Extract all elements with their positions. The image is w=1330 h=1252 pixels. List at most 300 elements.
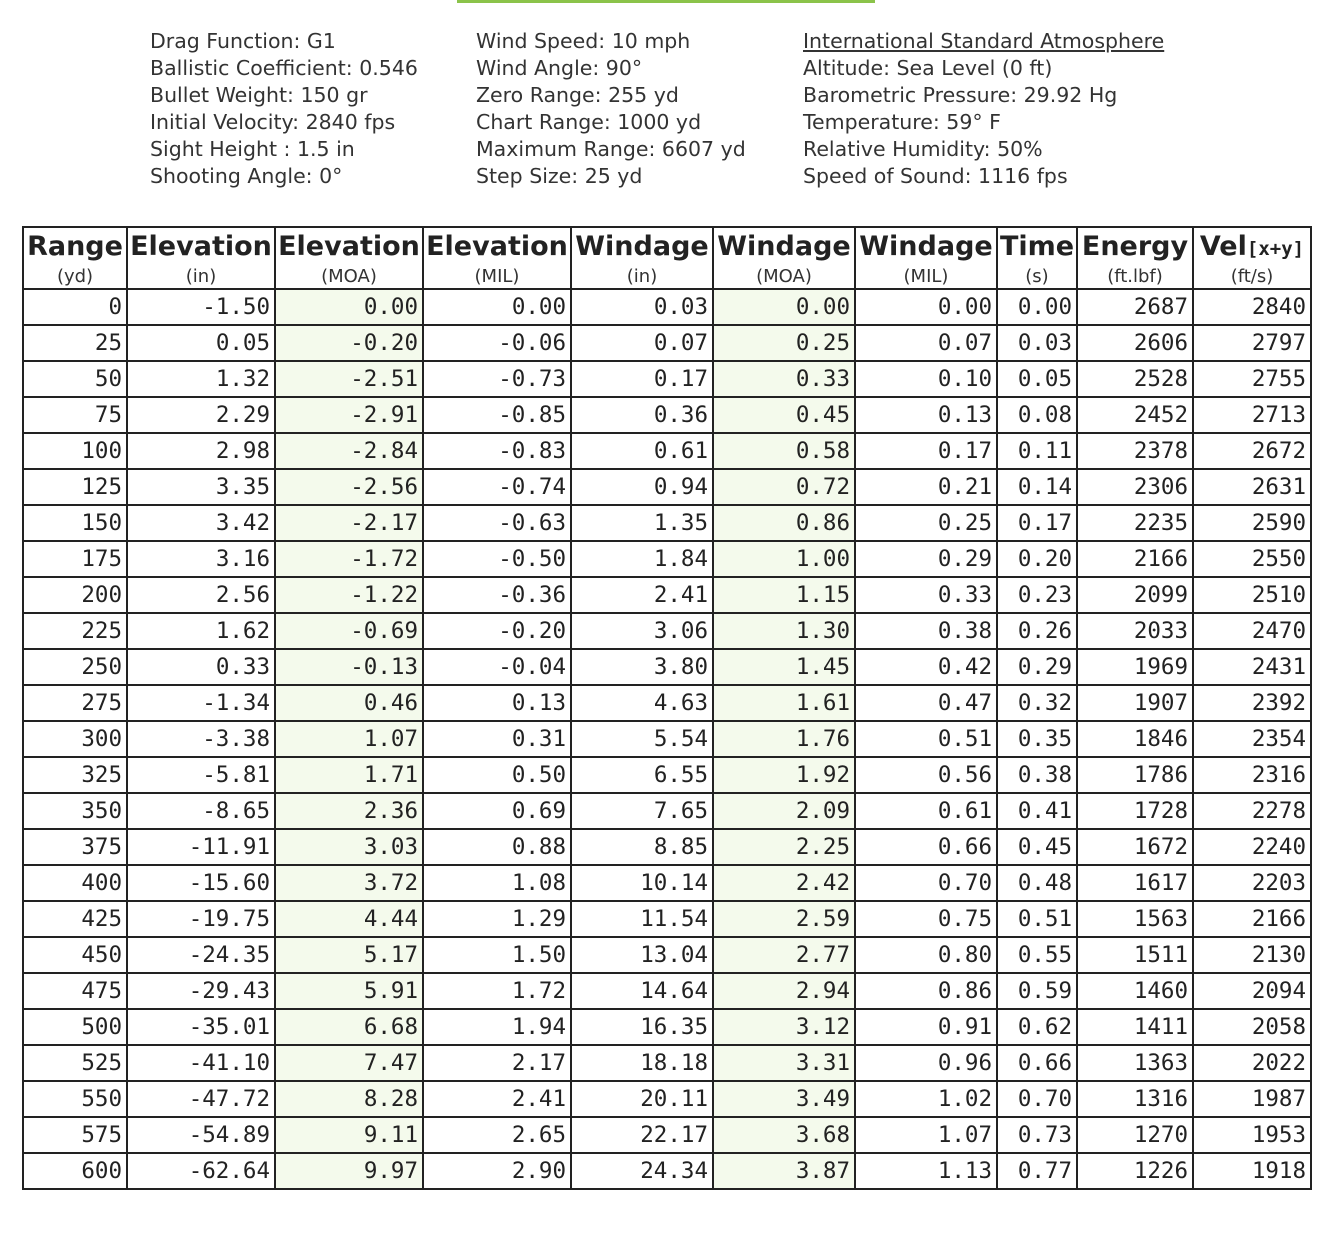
cell-velocity: 2840: [1193, 289, 1311, 325]
cell-elevation-moa: -1.22: [275, 577, 423, 613]
cell-elevation-mil: 1.08: [423, 865, 571, 901]
cell-elevation-mil: -0.74: [423, 469, 571, 505]
cell-time: 0.41: [997, 793, 1077, 829]
column-unit-windage-mil: (MIL): [855, 264, 997, 289]
cell-energy: 2687: [1077, 289, 1193, 325]
table-row: [23, 1153, 1311, 1189]
cell-elevation-moa: 7.47: [275, 1045, 423, 1081]
cell-windage-in: 13.04: [571, 937, 713, 973]
cell-windage-in: 3.06: [571, 613, 713, 649]
cell-velocity: 2166: [1193, 901, 1311, 937]
atmosphere-param-line: Relative Humidity: 50%: [803, 137, 1043, 161]
column-unit-elevation-mil: (MIL): [423, 264, 571, 289]
cell-range: 450: [23, 937, 127, 973]
column-header-label: Energy: [1081, 230, 1189, 262]
cell-elevation-in: 1.62: [127, 613, 275, 649]
cell-time: 0.59: [997, 973, 1077, 1009]
cell-energy: 1411: [1077, 1009, 1193, 1045]
cell-time: 0.29: [997, 649, 1077, 685]
cell-range: 125: [23, 469, 127, 505]
cell-time: 0.17: [997, 505, 1077, 541]
cell-time: 0.11: [997, 433, 1077, 469]
cell-elevation-in: -35.01: [127, 1009, 275, 1045]
cell-elevation-in: 0.33: [127, 649, 275, 685]
cell-velocity: 1953: [1193, 1117, 1311, 1153]
cell-elevation-in: -54.89: [127, 1117, 275, 1153]
cell-range: 225: [23, 613, 127, 649]
cell-elevation-moa: -2.91: [275, 397, 423, 433]
cell-energy: 2528: [1077, 361, 1193, 397]
atmosphere-link[interactable]: International Standard Atmosphere: [803, 29, 1165, 53]
cell-elevation-moa: 9.11: [275, 1117, 423, 1153]
cell-windage-in: 5.54: [571, 721, 713, 757]
cell-energy: 1460: [1077, 973, 1193, 1009]
cell-elevation-mil: -0.83: [423, 433, 571, 469]
cell-windage-mil: 0.47: [855, 685, 997, 721]
cell-range: 425: [23, 901, 127, 937]
cell-windage-moa: 1.15: [713, 577, 855, 613]
cell-range: 200: [23, 577, 127, 613]
cell-windage-moa: 1.61: [713, 685, 855, 721]
cell-time: 0.45: [997, 829, 1077, 865]
cell-elevation-mil: 1.72: [423, 973, 571, 1009]
cell-windage-in: 0.17: [571, 361, 713, 397]
cell-windage-in: 0.36: [571, 397, 713, 433]
cell-energy: 1617: [1077, 865, 1193, 901]
range-param-line: Wind Angle: 90°: [476, 56, 643, 80]
column-header-velocity: [1193, 227, 1311, 264]
column-unit-windage-in: (in): [571, 264, 713, 289]
cell-windage-mil: 1.02: [855, 1081, 997, 1117]
cell-time: 0.66: [997, 1045, 1077, 1081]
cell-velocity: 1987: [1193, 1081, 1311, 1117]
ballistic-parameters: [0, 28, 1330, 198]
cell-elevation-mil: -0.85: [423, 397, 571, 433]
cell-elevation-moa: -0.13: [275, 649, 423, 685]
table-row: [23, 361, 1311, 397]
cell-windage-in: 20.11: [571, 1081, 713, 1117]
cell-elevation-mil: 1.94: [423, 1009, 571, 1045]
cell-time: 0.32: [997, 685, 1077, 721]
cell-windage-in: 7.65: [571, 793, 713, 829]
cell-energy: 2166: [1077, 541, 1193, 577]
atmosphere-param-line: Barometric Pressure: 29.92 Hg: [803, 83, 1118, 107]
table-row: [23, 1045, 1311, 1081]
cell-velocity: 2130: [1193, 937, 1311, 973]
cell-elevation-moa: 6.68: [275, 1009, 423, 1045]
bullet-param-line: Sight Height : 1.5 in: [150, 137, 355, 161]
cell-energy: 1363: [1077, 1045, 1193, 1081]
cell-windage-mil: 0.56: [855, 757, 997, 793]
cell-windage-in: 1.35: [571, 505, 713, 541]
bullet-parameters: [150, 28, 418, 190]
column-header-label: Elevation: [130, 230, 272, 262]
column-unit-elevation-in: (in): [127, 264, 275, 289]
cell-windage-moa: 1.45: [713, 649, 855, 685]
cell-elevation-mil: 0.69: [423, 793, 571, 829]
column-header-label: Windage: [859, 230, 993, 262]
cell-velocity: 2672: [1193, 433, 1311, 469]
cell-elevation-moa: 1.07: [275, 721, 423, 757]
cell-elevation-in: 3.35: [127, 469, 275, 505]
cell-time: 0.73: [997, 1117, 1077, 1153]
table-row: [23, 289, 1311, 325]
cell-elevation-mil: 2.65: [423, 1117, 571, 1153]
cell-windage-mil: 0.25: [855, 505, 997, 541]
column-header-label: Windage: [717, 230, 851, 262]
cell-elevation-mil: -0.04: [423, 649, 571, 685]
cell-range: 150: [23, 505, 127, 541]
cell-elevation-moa: -2.84: [275, 433, 423, 469]
cell-windage-moa: 0.33: [713, 361, 855, 397]
cell-windage-moa: 0.45: [713, 397, 855, 433]
cell-elevation-mil: -0.06: [423, 325, 571, 361]
cell-velocity: 2354: [1193, 721, 1311, 757]
column-header-energy: [1077, 227, 1193, 264]
cell-windage-in: 11.54: [571, 901, 713, 937]
cell-energy: 2033: [1077, 613, 1193, 649]
column-unit-energy: (ft.lbf): [1077, 264, 1193, 289]
table-row: [23, 793, 1311, 829]
cell-windage-mil: 0.10: [855, 361, 997, 397]
cell-energy: 1316: [1077, 1081, 1193, 1117]
column-header-elevation-mil: [423, 227, 571, 264]
ballistic-chart-table: [22, 226, 1312, 1190]
cell-windage-in: 22.17: [571, 1117, 713, 1153]
cell-windage-in: 10.14: [571, 865, 713, 901]
cell-velocity: 2510: [1193, 577, 1311, 613]
cell-elevation-moa: 4.44: [275, 901, 423, 937]
cell-range: 325: [23, 757, 127, 793]
cell-windage-mil: 0.29: [855, 541, 997, 577]
cell-elevation-in: -19.75: [127, 901, 275, 937]
cell-windage-moa: 3.31: [713, 1045, 855, 1081]
cell-windage-moa: 1.30: [713, 613, 855, 649]
cell-windage-mil: 0.33: [855, 577, 997, 613]
cell-windage-mil: 1.07: [855, 1117, 997, 1153]
table-row: [23, 1081, 1311, 1117]
cell-time: 0.55: [997, 937, 1077, 973]
cell-elevation-mil: 1.50: [423, 937, 571, 973]
cell-range: 275: [23, 685, 127, 721]
cell-windage-moa: 2.25: [713, 829, 855, 865]
cell-windage-in: 0.03: [571, 289, 713, 325]
cell-elevation-moa: -2.56: [275, 469, 423, 505]
cell-elevation-moa: -1.72: [275, 541, 423, 577]
cell-windage-mil: 0.51: [855, 721, 997, 757]
column-header-label: Time: [999, 230, 1075, 262]
atmosphere-param-line: Altitude: Sea Level (0 ft): [803, 56, 1053, 80]
cell-windage-mil: 0.00: [855, 289, 997, 325]
cell-time: 0.26: [997, 613, 1077, 649]
cell-range: 300: [23, 721, 127, 757]
table-body: [23, 289, 1311, 1189]
cell-elevation-in: -3.38: [127, 721, 275, 757]
cell-elevation-in: 0.05: [127, 325, 275, 361]
cell-elevation-in: -15.60: [127, 865, 275, 901]
cell-elevation-in: 2.29: [127, 397, 275, 433]
cell-energy: 1728: [1077, 793, 1193, 829]
column-header-label: Windage: [575, 230, 709, 262]
cell-time: 0.38: [997, 757, 1077, 793]
cell-elevation-in: -1.34: [127, 685, 275, 721]
cell-time: 0.05: [997, 361, 1077, 397]
table-row: [23, 901, 1311, 937]
cell-energy: 1511: [1077, 937, 1193, 973]
column-unit-range: (yd): [23, 264, 127, 289]
cell-elevation-mil: -0.36: [423, 577, 571, 613]
cell-energy: 1786: [1077, 757, 1193, 793]
cell-windage-in: 0.61: [571, 433, 713, 469]
cell-time: 0.48: [997, 865, 1077, 901]
cell-velocity: 2278: [1193, 793, 1311, 829]
cell-windage-mil: 0.07: [855, 325, 997, 361]
range-wind-parameters: [476, 28, 746, 190]
cell-windage-mil: 1.13: [855, 1153, 997, 1189]
cell-windage-in: 14.64: [571, 973, 713, 1009]
cell-elevation-moa: 8.28: [275, 1081, 423, 1117]
cell-windage-in: 1.84: [571, 541, 713, 577]
cell-energy: 2099: [1077, 577, 1193, 613]
cell-time: 0.62: [997, 1009, 1077, 1045]
cell-elevation-mil: 0.88: [423, 829, 571, 865]
table-row: [23, 1009, 1311, 1045]
cell-range: 475: [23, 973, 127, 1009]
cell-elevation-moa: 1.71: [275, 757, 423, 793]
cell-velocity: 2797: [1193, 325, 1311, 361]
table-row: [23, 325, 1311, 361]
column-unit-velocity: (ft/s): [1193, 264, 1311, 289]
atmosphere-param-line: Temperature: 59° F: [803, 110, 1001, 134]
cell-range: 25: [23, 325, 127, 361]
cell-windage-mil: 0.21: [855, 469, 997, 505]
bullet-param-line: Bullet Weight: 150 gr: [150, 83, 368, 107]
cell-range: 550: [23, 1081, 127, 1117]
cell-elevation-in: -41.10: [127, 1045, 275, 1081]
cell-elevation-mil: 0.50: [423, 757, 571, 793]
cell-elevation-mil: 1.29: [423, 901, 571, 937]
cell-windage-mil: 0.13: [855, 397, 997, 433]
column-header-windage-mil: [855, 227, 997, 264]
cell-windage-moa: 1.00: [713, 541, 855, 577]
cell-elevation-in: 2.98: [127, 433, 275, 469]
table-row: [23, 649, 1311, 685]
cell-windage-moa: 0.25: [713, 325, 855, 361]
cell-elevation-in: 2.56: [127, 577, 275, 613]
bullet-param-line: Ballistic Coefficient: 0.546: [150, 56, 418, 80]
cell-range: 50: [23, 361, 127, 397]
cell-velocity: 2392: [1193, 685, 1311, 721]
cell-elevation-mil: -0.20: [423, 613, 571, 649]
cell-velocity: 1918: [1193, 1153, 1311, 1189]
cell-elevation-mil: -0.50: [423, 541, 571, 577]
cell-windage-in: 0.94: [571, 469, 713, 505]
cell-energy: 1563: [1077, 901, 1193, 937]
cell-energy: 1846: [1077, 721, 1193, 757]
cell-elevation-moa: 9.97: [275, 1153, 423, 1189]
cell-range: 400: [23, 865, 127, 901]
column-header-windage-moa: [713, 227, 855, 264]
cell-elevation-mil: 2.17: [423, 1045, 571, 1081]
cell-windage-in: 18.18: [571, 1045, 713, 1081]
cell-windage-mil: 0.80: [855, 937, 997, 973]
cell-elevation-moa: 5.17: [275, 937, 423, 973]
cell-windage-moa: 2.09: [713, 793, 855, 829]
cell-windage-moa: 2.42: [713, 865, 855, 901]
cell-velocity: 2755: [1193, 361, 1311, 397]
cell-energy: 1969: [1077, 649, 1193, 685]
column-unit-windage-moa: (MOA): [713, 264, 855, 289]
cell-range: 375: [23, 829, 127, 865]
cell-windage-moa: 0.86: [713, 505, 855, 541]
cell-windage-moa: 3.49: [713, 1081, 855, 1117]
cell-time: 0.00: [997, 289, 1077, 325]
table-row: [23, 937, 1311, 973]
units-row: [23, 264, 1311, 289]
cell-windage-mil: 0.91: [855, 1009, 997, 1045]
range-param-line: Chart Range: 1000 yd: [476, 110, 702, 134]
cell-windage-moa: 3.12: [713, 1009, 855, 1045]
table-row: [23, 721, 1311, 757]
column-header-label: Elevation: [426, 230, 568, 262]
column-header-time: [997, 227, 1077, 264]
cell-range: 75: [23, 397, 127, 433]
range-param-line: Maximum Range: 6607 yd: [476, 137, 746, 161]
cell-windage-in: 0.07: [571, 325, 713, 361]
cell-elevation-in: -62.64: [127, 1153, 275, 1189]
cell-elevation-in: -29.43: [127, 973, 275, 1009]
cell-time: 0.20: [997, 541, 1077, 577]
bullet-param-line: Drag Function: G1: [150, 29, 336, 53]
table-row: [23, 685, 1311, 721]
cell-elevation-in: -11.91: [127, 829, 275, 865]
cell-elevation-moa: -2.51: [275, 361, 423, 397]
bullet-param-line: Initial Velocity: 2840 fps: [150, 110, 396, 134]
cell-velocity: 2550: [1193, 541, 1311, 577]
cell-energy: 1270: [1077, 1117, 1193, 1153]
cell-windage-in: 8.85: [571, 829, 713, 865]
cell-elevation-moa: 5.91: [275, 973, 423, 1009]
column-header-windage-in: [571, 227, 713, 264]
cell-time: 0.03: [997, 325, 1077, 361]
bullet-param-line: Shooting Angle: 0°: [150, 164, 343, 188]
cell-windage-moa: 2.59: [713, 901, 855, 937]
column-unit-elevation-moa: (MOA): [275, 264, 423, 289]
cell-windage-in: 2.41: [571, 577, 713, 613]
cell-elevation-moa: -0.20: [275, 325, 423, 361]
cell-elevation-mil: 0.00: [423, 289, 571, 325]
cell-windage-moa: 2.77: [713, 937, 855, 973]
table-row: [23, 757, 1311, 793]
cell-elevation-moa: -2.17: [275, 505, 423, 541]
cell-windage-mil: 0.96: [855, 1045, 997, 1081]
cell-windage-mil: 0.17: [855, 433, 997, 469]
cell-windage-mil: 0.66: [855, 829, 997, 865]
cell-elevation-mil: -0.63: [423, 505, 571, 541]
cell-range: 350: [23, 793, 127, 829]
cell-energy: 2452: [1077, 397, 1193, 433]
cell-windage-mil: 0.42: [855, 649, 997, 685]
cell-elevation-in: 1.32: [127, 361, 275, 397]
cell-time: 0.23: [997, 577, 1077, 613]
cell-velocity: 2022: [1193, 1045, 1311, 1081]
cell-elevation-moa: -0.69: [275, 613, 423, 649]
cell-windage-mil: 0.61: [855, 793, 997, 829]
cell-velocity: 2470: [1193, 613, 1311, 649]
cell-energy: 1226: [1077, 1153, 1193, 1189]
cell-velocity: 2058: [1193, 1009, 1311, 1045]
header-row: [23, 227, 1311, 264]
cell-elevation-moa: 0.46: [275, 685, 423, 721]
cell-velocity: 2713: [1193, 397, 1311, 433]
column-header-elevation-in: [127, 227, 275, 264]
table-row: [23, 505, 1311, 541]
cell-velocity: 2094: [1193, 973, 1311, 1009]
cell-energy: 2235: [1077, 505, 1193, 541]
cell-time: 0.70: [997, 1081, 1077, 1117]
cell-windage-moa: 2.94: [713, 973, 855, 1009]
column-header-label: Range: [27, 230, 123, 262]
cell-elevation-in: -5.81: [127, 757, 275, 793]
cell-energy: 2306: [1077, 469, 1193, 505]
cell-velocity: 2316: [1193, 757, 1311, 793]
cell-windage-mil: 0.70: [855, 865, 997, 901]
top-accent-bar: [457, 0, 875, 3]
cell-range: 600: [23, 1153, 127, 1189]
cell-elevation-in: -8.65: [127, 793, 275, 829]
cell-energy: 1672: [1077, 829, 1193, 865]
cell-windage-moa: 3.87: [713, 1153, 855, 1189]
table-row: [23, 973, 1311, 1009]
velocity-subscript: [x+y]: [1246, 237, 1305, 260]
cell-range: 0: [23, 289, 127, 325]
cell-elevation-in: -24.35: [127, 937, 275, 973]
table-row: [23, 397, 1311, 433]
cell-elevation-moa: 3.03: [275, 829, 423, 865]
atmosphere-parameters: [803, 28, 1164, 190]
cell-windage-moa: 0.72: [713, 469, 855, 505]
cell-windage-mil: 0.75: [855, 901, 997, 937]
cell-elevation-moa: 2.36: [275, 793, 423, 829]
cell-time: 0.08: [997, 397, 1077, 433]
cell-elevation-mil: -0.73: [423, 361, 571, 397]
cell-windage-mil: 0.38: [855, 613, 997, 649]
cell-windage-in: 4.63: [571, 685, 713, 721]
atmosphere-param-line: Speed of Sound: 1116 fps: [803, 164, 1068, 188]
cell-range: 500: [23, 1009, 127, 1045]
cell-windage-moa: 0.58: [713, 433, 855, 469]
cell-time: 0.77: [997, 1153, 1077, 1189]
cell-range: 175: [23, 541, 127, 577]
column-header-label: Vel: [1199, 230, 1247, 262]
range-param-line: Wind Speed: 10 mph: [476, 29, 691, 53]
cell-time: 0.51: [997, 901, 1077, 937]
cell-windage-moa: 1.76: [713, 721, 855, 757]
cell-elevation-mil: 0.13: [423, 685, 571, 721]
cell-elevation-moa: 0.00: [275, 289, 423, 325]
column-header-elevation-moa: [275, 227, 423, 264]
column-header-label: Elevation: [278, 230, 420, 262]
cell-elevation-in: 3.16: [127, 541, 275, 577]
table-row: [23, 469, 1311, 505]
cell-windage-in: 24.34: [571, 1153, 713, 1189]
cell-velocity: 2631: [1193, 469, 1311, 505]
cell-energy: 1907: [1077, 685, 1193, 721]
table-row: [23, 1117, 1311, 1153]
table-row: [23, 541, 1311, 577]
cell-energy: 2378: [1077, 433, 1193, 469]
cell-elevation-moa: 3.72: [275, 865, 423, 901]
